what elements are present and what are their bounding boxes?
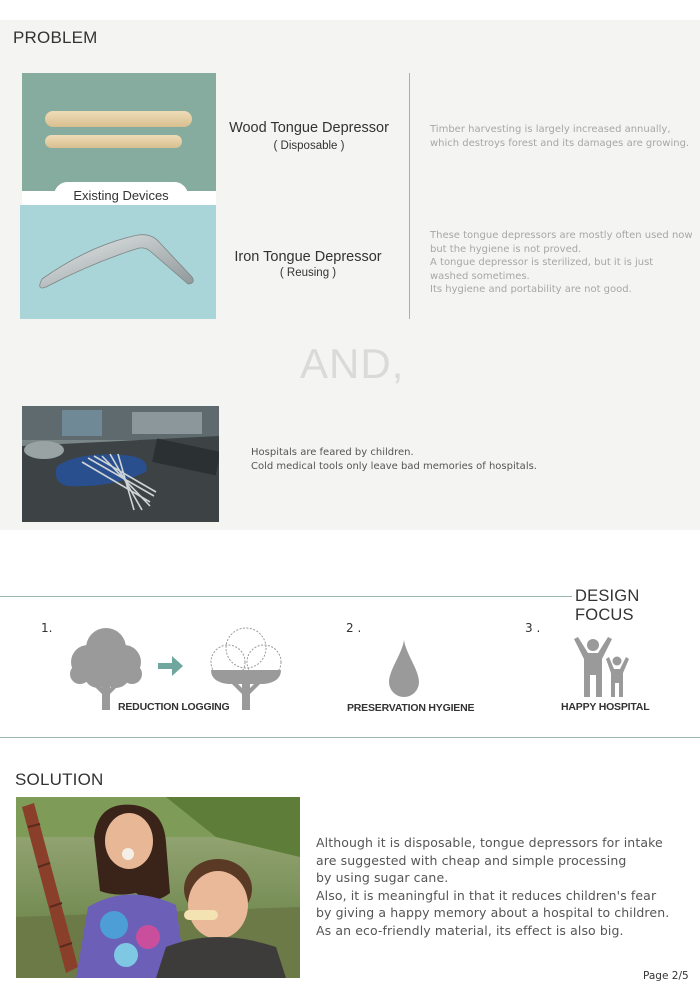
- wood-device-name: Wood Tongue Depressor: [229, 120, 389, 136]
- focus-number-2: 2 .: [346, 621, 362, 635]
- tree-icon: [68, 624, 144, 712]
- cut-tree-icon: [208, 624, 284, 712]
- iron-device-name: Iron Tongue Depressor: [234, 249, 382, 265]
- iron-device-sub: ( Reusing ): [279, 267, 337, 279]
- design-focus-bottom-line: [0, 737, 700, 738]
- problem-title: PROBLEM: [13, 28, 98, 47]
- hospital-tools-photo: [22, 406, 219, 522]
- existing-devices-badge: Existing Devices: [54, 182, 188, 209]
- people-icon: [572, 637, 632, 699]
- wood-depressor-photo: [22, 73, 216, 191]
- focus-label-happy-hospital: HAPPY HOSPITAL: [561, 701, 650, 713]
- iron-depressor-photo: [20, 205, 216, 319]
- wood-device-sub: ( Disposable ): [273, 140, 345, 152]
- hospital-text: Hospitals are feared by children. Cold medical tools only leave bad memories of hospitals.: [251, 447, 537, 472]
- solution-title: SOLUTION: [15, 770, 104, 789]
- design-focus-line: [0, 596, 572, 597]
- vertical-divider: [409, 73, 410, 319]
- focus-number-1: 1.: [41, 621, 53, 635]
- page-number: Page 2/5: [643, 970, 689, 982]
- arrow-right-icon: [158, 654, 184, 678]
- design-focus-title: DESIGN FOCUS: [575, 587, 640, 624]
- water-drop-icon: [388, 640, 420, 698]
- wood-device-description: Timber harvesting is largely increased annually, which destroys forest and its damages are growing.: [430, 124, 690, 149]
- children-sugar-cane-photo: [16, 797, 300, 978]
- solution-text: Although it is disposable, tongue depressors for intake are suggested with cheap and simple processing by using sugar cane. Also, it is meaningful in that it reduces children's fear by giving a happy memory about a hospital to children. As an eco-friendly material, its effect is also big.: [316, 835, 670, 938]
- focus-label-reduction-logging: REDUCTION LOGGING: [118, 701, 230, 713]
- iron-device-description: These tongue depressors are mostly often used now but the hygiene is not proved. A tongue depressor is sterilized, but it is just washed sometimes. Its hygiene and portability are not good.: [430, 230, 693, 295]
- focus-number-3: 3 .: [525, 621, 541, 635]
- focus-label-preservation-hygiene: PRESERVATION HYGIENE: [347, 702, 475, 714]
- and-text: AND,: [300, 340, 405, 387]
